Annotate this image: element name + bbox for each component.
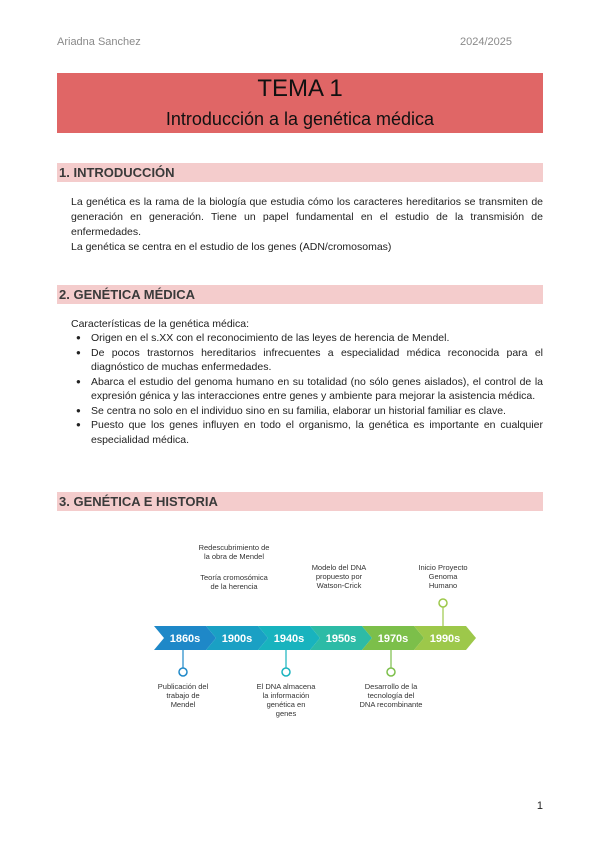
timeline-decade-label: 1970s (377, 633, 409, 645)
page-number: 1 (536, 800, 543, 812)
timeline-event-1990s-genome-project: Inicio Proyecto (418, 563, 468, 572)
timeline-marker (387, 668, 395, 676)
title-banner (57, 73, 543, 133)
timeline-event-1860s-mendel: Publicación del (157, 682, 209, 691)
timeline-event-1950s-dna-model: propuesto por (315, 572, 363, 581)
timeline-event-1940s-dna-genes: genes (275, 709, 297, 718)
timeline-event-1950s-dna-model: Watson-Crick (316, 581, 362, 590)
timeline-event-1990s-genome-project: Genoma (428, 572, 458, 581)
timeline-event-1970s-recombinant-dna: Desarrollo de la (364, 682, 418, 691)
timeline-decade-label: 1940s (273, 633, 305, 645)
section-heading-genetica-medica: 2. GENÉTICA MÉDICA (57, 285, 543, 304)
timeline-event-1940s-dna-genes: genética en (266, 700, 306, 709)
timeline-event-1970s-recombinant-dna: tecnología del (367, 691, 415, 700)
timeline-event-1940s-dna-genes: la información (262, 691, 310, 700)
timeline-marker (439, 599, 447, 607)
timeline-decade-label: 1900s (221, 633, 253, 645)
page-title: TEMA 1 (257, 75, 343, 102)
history-timeline (0, 530, 600, 730)
timeline-event-1900s-chromosome-theory: Teoría cromosómica (200, 573, 268, 582)
timeline-event-1860s-mendel: trabajo de (166, 691, 200, 700)
list-item: ● De pocos trastornos hereditarios infrecuentes a especialidad médica reconocida para el diagnóstico de muchas enfermedades. (71, 346, 543, 375)
timeline-event-1940s-dna-genes: El DNA almacena (256, 682, 316, 691)
genetica-medica-list (71, 331, 543, 447)
timeline-decade-label: 1990s (429, 633, 461, 645)
list-item: ● Origen en el s.XX con el reconocimiento de las leyes de herencia de Mendel. (71, 331, 543, 346)
intro-text-1: La genética es la rama de la biología que estudia cómo los caracteres hereditarios se transmiten de generación en generación. Tiene un papel fundamental en el estudio de la transmisión de enfermedades. (71, 196, 543, 238)
timeline-event-1900s-chromosome-theory: de la herencia (210, 582, 258, 591)
timeline-decade-label: 1950s (325, 633, 357, 645)
page-subtitle: Introducción a la genética médica (165, 109, 435, 129)
timeline-event-1900s-rediscovery: la obra de Mendel (203, 552, 265, 561)
timeline-decade-label: 1860s (169, 633, 201, 645)
timeline-event-1990s-genome-project: Humano (428, 581, 458, 590)
timeline-marker (282, 668, 290, 676)
list-item: ● Abarca el estudio del genoma humano en su totalidad (no sólo genes aislados), el control de la expresión génica y las interacciones entre genes y ambiente para mejorar la asistencia médica. (71, 375, 543, 404)
section-heading-introduccion: 1. INTRODUCCIÓN (57, 163, 543, 182)
intro-text-2: La genética se centra en el estudio de los genes (ADN/cromosomas) (71, 241, 392, 253)
intro-paragraph (71, 195, 543, 255)
list-item: ● Puesto que los genes influyen en todo el organismo, la genética es importante en cualquier especialidad médica. (71, 418, 543, 447)
header-author: Ariadna Sanchez (57, 36, 141, 48)
timeline-event-1970s-recombinant-dna: DNA recombinante (359, 700, 423, 709)
section-heading-genetica-historia: 3. GENÉTICA E HISTORIA (57, 492, 543, 511)
genetica-medica-intro: Características de la genética médica: (71, 318, 250, 330)
timeline-marker (179, 668, 187, 676)
timeline-event-1950s-dna-model: Modelo del DNA (311, 563, 367, 572)
timeline-event-1860s-mendel: Mendel (170, 700, 196, 709)
header-year: 2024/2025 (460, 36, 512, 48)
list-item: ● Se centra no solo en el individuo sino en su familia, elaborar un historial familiar es clave. (71, 404, 543, 419)
timeline-event-1900s-rediscovery: Redescubrimiento de (198, 543, 270, 552)
